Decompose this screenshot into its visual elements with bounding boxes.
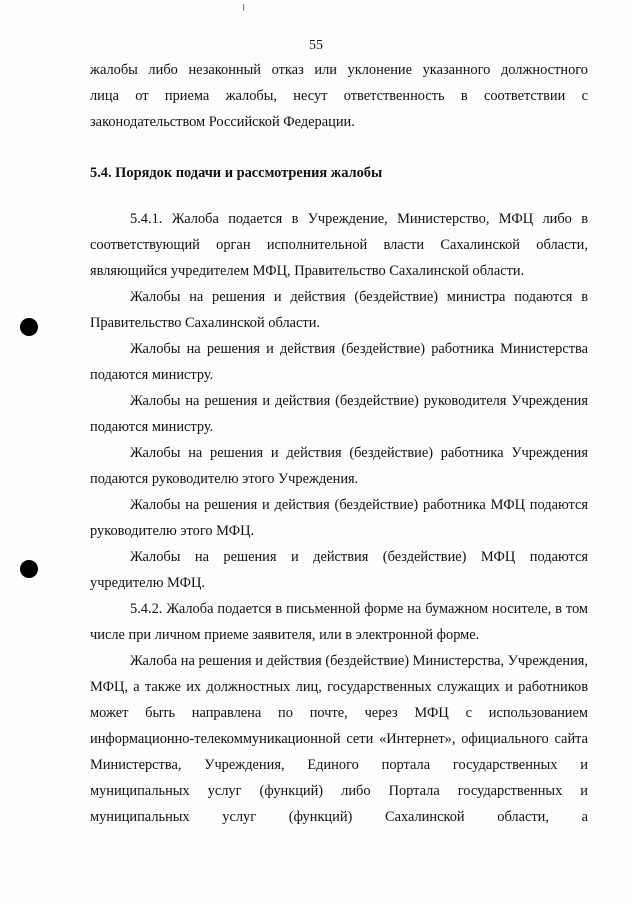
punch-hole-upper (20, 318, 38, 336)
top-paragraph-line: законодательством Российской Федерации. (90, 114, 355, 130)
scan-artifact-mark (243, 4, 244, 11)
top-paragraph-line: жалобы либо незаконный отказ или уклонение указанного должностного (90, 62, 588, 78)
section-paragraph: Жалобы на решения и действия (бездействие) министра подаются в Правительство Сахалинской области. (90, 289, 588, 331)
top-paragraph-line: лица от приема жалобы, несут ответственность в соответствии с (90, 88, 588, 104)
section-paragraph: Жалобы на решения и действия (бездействие) работника Министерства подаются министру. (90, 341, 588, 383)
section-heading-block (90, 160, 588, 186)
section-paragraph: Жалобы на решения и действия (бездействие) работника Учреждения подаются руководителю этого Учреждения. (90, 445, 588, 487)
section-body (90, 206, 588, 830)
section-heading: 5.4. Порядок подачи и рассмотрения жалобы (90, 165, 383, 181)
section-paragraph: Жалобы на решения и действия (бездействие) работника МФЦ подаются руководителю этого МФЦ. (90, 497, 588, 539)
punch-hole-lower (20, 560, 38, 578)
top-paragraph (90, 57, 588, 135)
section-paragraph: Жалоба на решения и действия (бездействие) Министерства, Учреждения, МФЦ, а также их должностных лиц, государственных служащих и работников может быть направлена по почте, через МФЦ с использованием информационно-телекоммуникационной сети «Интернет», официального сайта Министерства, Учреждения, Единого портала государственных и муниципальных услуг (функций) либо Портала государственных и муниципальных услуг (функций) Сахалинской области, а (90, 653, 588, 825)
page-number: 55 (309, 38, 323, 53)
section-paragraph: 5.4.1. Жалоба подается в Учреждение, Министерство, МФЦ либо в соответствующий орган исполнительной власти Сахалинской области, являющийся учредителем МФЦ, Правительство Сахалинской области. (90, 211, 588, 279)
section-paragraph: Жалобы на решения и действия (бездействие) руководителя Учреждения подаются министру. (90, 393, 588, 435)
section-paragraph: Жалобы на решения и действия (бездействие) МФЦ подаются учредителю МФЦ. (90, 549, 588, 591)
section-paragraph: 5.4.2. Жалоба подается в письменной форме на бумажном носителе, в том числе при личном приеме заявителя, или в электронной форме. (90, 601, 588, 643)
